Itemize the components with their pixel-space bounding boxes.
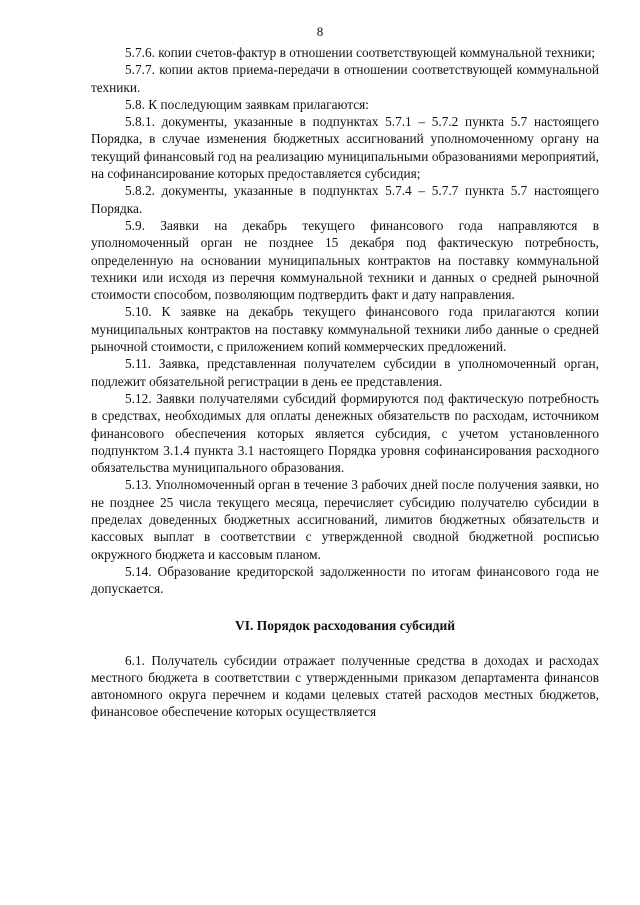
paragraph-5-14: 5.14. Образование кредиторской задолженности по итогам финансового года не допускается. [91, 563, 599, 597]
section-heading: VI. Порядок расходования субсидий [234, 617, 456, 633]
document-body [91, 44, 599, 721]
page-number: 8 [316, 24, 324, 39]
paragraph-5-10: 5.10. К заявке на декабрь текущего финансового года прилагаются копии муниципальных контрактов на поставку коммунальной техники либо данные о средней рыночной стоимости, с приложением копий коммерческих предложений. [91, 304, 599, 355]
paragraph-5-7-7: 5.7.7. копии актов приема-передачи в отношении соответствующей коммунальной техники. [91, 62, 599, 95]
paragraph-5-8-1: 5.8.1. документы, указанные в подпунктах 5.7.1 – 5.7.2 пункта 5.7 настоящего Порядка, в случае изменения бюджетных ассигнований уполномоченному органу на текущий финансовый год на реализацию муниципальными образованиями мероприятий, на софинансирование которых предоставляется субсидия; [91, 114, 599, 182]
paragraph-6-1: 6.1. Получатель субсидии отражает полученные средства в доходах и расходах местного бюджета в соответствии с утвержденными приказом департамента финансов автономного округа перечнем и кодами целевых статей расходов местных бюджетов, финансовое обеспечение которых осуществляется [91, 652, 599, 720]
paragraph-5-13: 5.13. Уполномоченный орган в течение 3 рабочих дней после получения заявки, но не позднее 25 числа текущего месяца, перечисляет субсидию получателю субсидии в пределах доведенных бюджетных ассигнований, лимитов бюджетных обязательств и кассовых выплат в соответствии с утвержденной сводной бюджетной росписью окружного бюджета и кассовым планом. [91, 477, 599, 562]
paragraph-5-8: 5.8. К последующим заявкам прилагаются: [125, 96, 369, 112]
paragraph-5-9: 5.9. Заявки на декабрь текущего финансового года направляются в уполномоченный орган не позднее 15 декабря под фактическую потребность, определенную на основании муниципальных контрактов на поставку коммунальной техники или исходя из перечня коммунальной техники и данных о средней рыночной стоимости способом, позволяющим подтвердить факт и дату направления. [91, 217, 599, 303]
paragraph-5-11: 5.11. Заявка, представленная получателем субсидии в уполномоченный орган, подлежит обязательной регистрации в день ее представления. [91, 356, 599, 389]
paragraph-5-8-2: 5.8.2. документы, указанные в подпунктах 5.7.4 – 5.7.7 пункта 5.7 настоящего Порядка. [91, 183, 599, 216]
paragraph-5-12: 5.12. Заявки получателями субсидий формируются под фактическую потребность в средствах, необходимых для оплаты денежных обязательств по расходам, источником финансового обеспечения которых является субсидия, с учетом установленного подпунктом 3.1.4 пункта 3.1 настоящего Порядка уровня софинансирования расходного обязательства муниципального образования. [91, 390, 599, 476]
paragraph-5-7-6: 5.7.6. копии счетов-фактур в отношении соответствующей коммунальной техники; [125, 45, 596, 60]
